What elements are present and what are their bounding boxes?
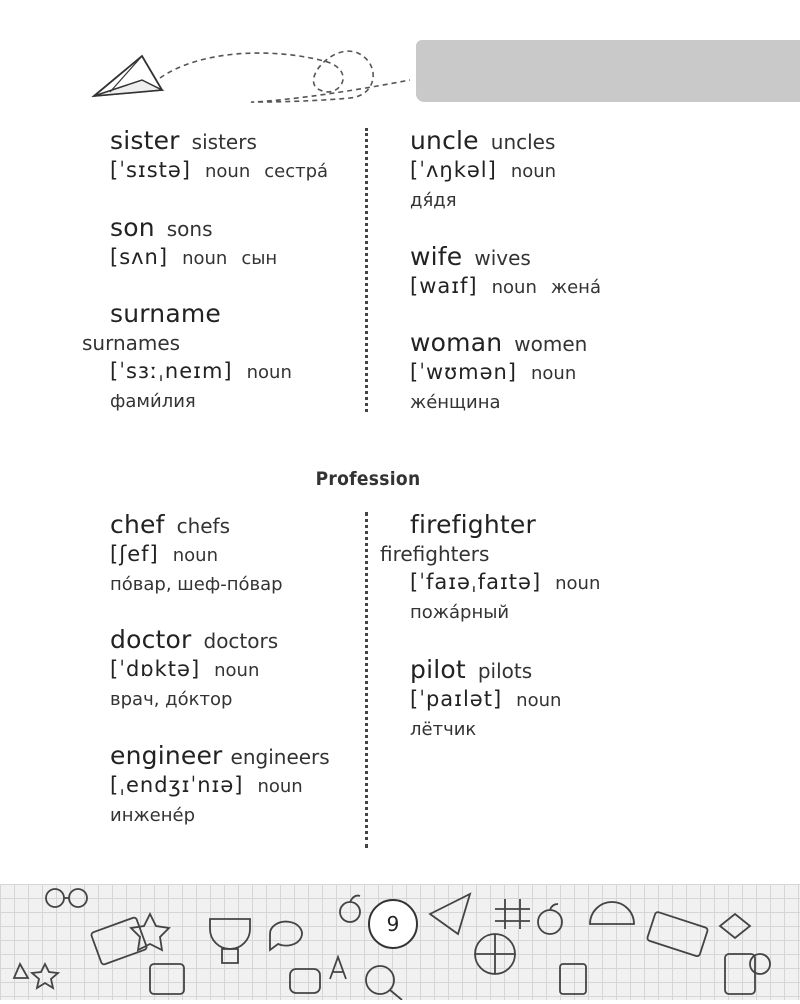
headword: chef [110,510,165,539]
headword: engineer [110,741,223,770]
transcription: [ˈpaɪlət] [410,687,503,711]
translation: сестрá [264,161,329,182]
plural-form: uncles [490,130,556,154]
translation: пожáрный [410,602,510,623]
paper-plane-icon [80,40,420,110]
translation: врач, дóктор [110,689,233,710]
column-divider [365,128,368,412]
part-of-speech: noun [205,161,251,182]
headword: surname [110,299,222,328]
part-of-speech: noun [491,277,537,298]
plural-form: wives [474,246,531,270]
section-title: Profession [315,468,421,490]
headword: wife [410,242,463,271]
transcription: [ˈʌŋkəl] [410,158,497,182]
transcription: [ˌendʒɪˈnɪə] [110,773,244,797]
headword: doctor [110,625,192,654]
transcription: [ʃef] [110,542,159,566]
plural-form: women [514,332,588,356]
plural-form: pilots [477,659,533,683]
plural-form: surnames [82,331,181,355]
translation: дя́дя [410,190,457,211]
headword: son [110,213,155,242]
headword: uncle [410,126,479,155]
transcription: [ˈfaɪəˌfaɪtə] [410,570,542,594]
part-of-speech: noun [182,248,228,269]
headword: firefighter [410,510,536,539]
transcription: [ˈsɪstə] [110,158,191,182]
part-of-speech: noun [214,660,260,681]
transcription: [ˈsɜːˌneɪm] [110,359,233,383]
headword: pilot [410,655,466,684]
translation: лётчик [410,719,477,740]
translation: фами́лия [110,391,196,412]
page-number: 9 [368,899,418,949]
plural-form: sisters [191,130,257,154]
translation: сын [241,248,278,269]
translation: пóвар, шеф-пóвар [110,574,283,595]
transcription: [sʌn] [110,245,169,269]
transcription: [ˈwʊmən] [410,360,517,384]
header-brush-band [416,40,800,102]
headword: sister [110,126,180,155]
part-of-speech: noun [516,690,562,711]
part-of-speech: noun [555,573,601,594]
plural-form: doctors [203,629,279,653]
translation: инженéр [110,805,196,826]
plural-form: sons [166,217,213,241]
part-of-speech: noun [246,362,292,383]
transcription: [ˈdɒktə] [110,657,201,681]
plural-form: chefs [176,514,231,538]
column-divider [365,512,368,848]
transcription: [waɪf] [410,274,478,298]
part-of-speech: noun [172,545,219,566]
headword: woman [410,328,503,357]
part-of-speech: noun [510,161,557,182]
translation: жéнщина [410,392,501,413]
part-of-speech: noun [531,363,577,384]
plural-form: engineers [230,745,330,769]
plural-form: firefighters [380,542,490,566]
part-of-speech: noun [257,776,303,797]
translation: женá [550,277,601,298]
